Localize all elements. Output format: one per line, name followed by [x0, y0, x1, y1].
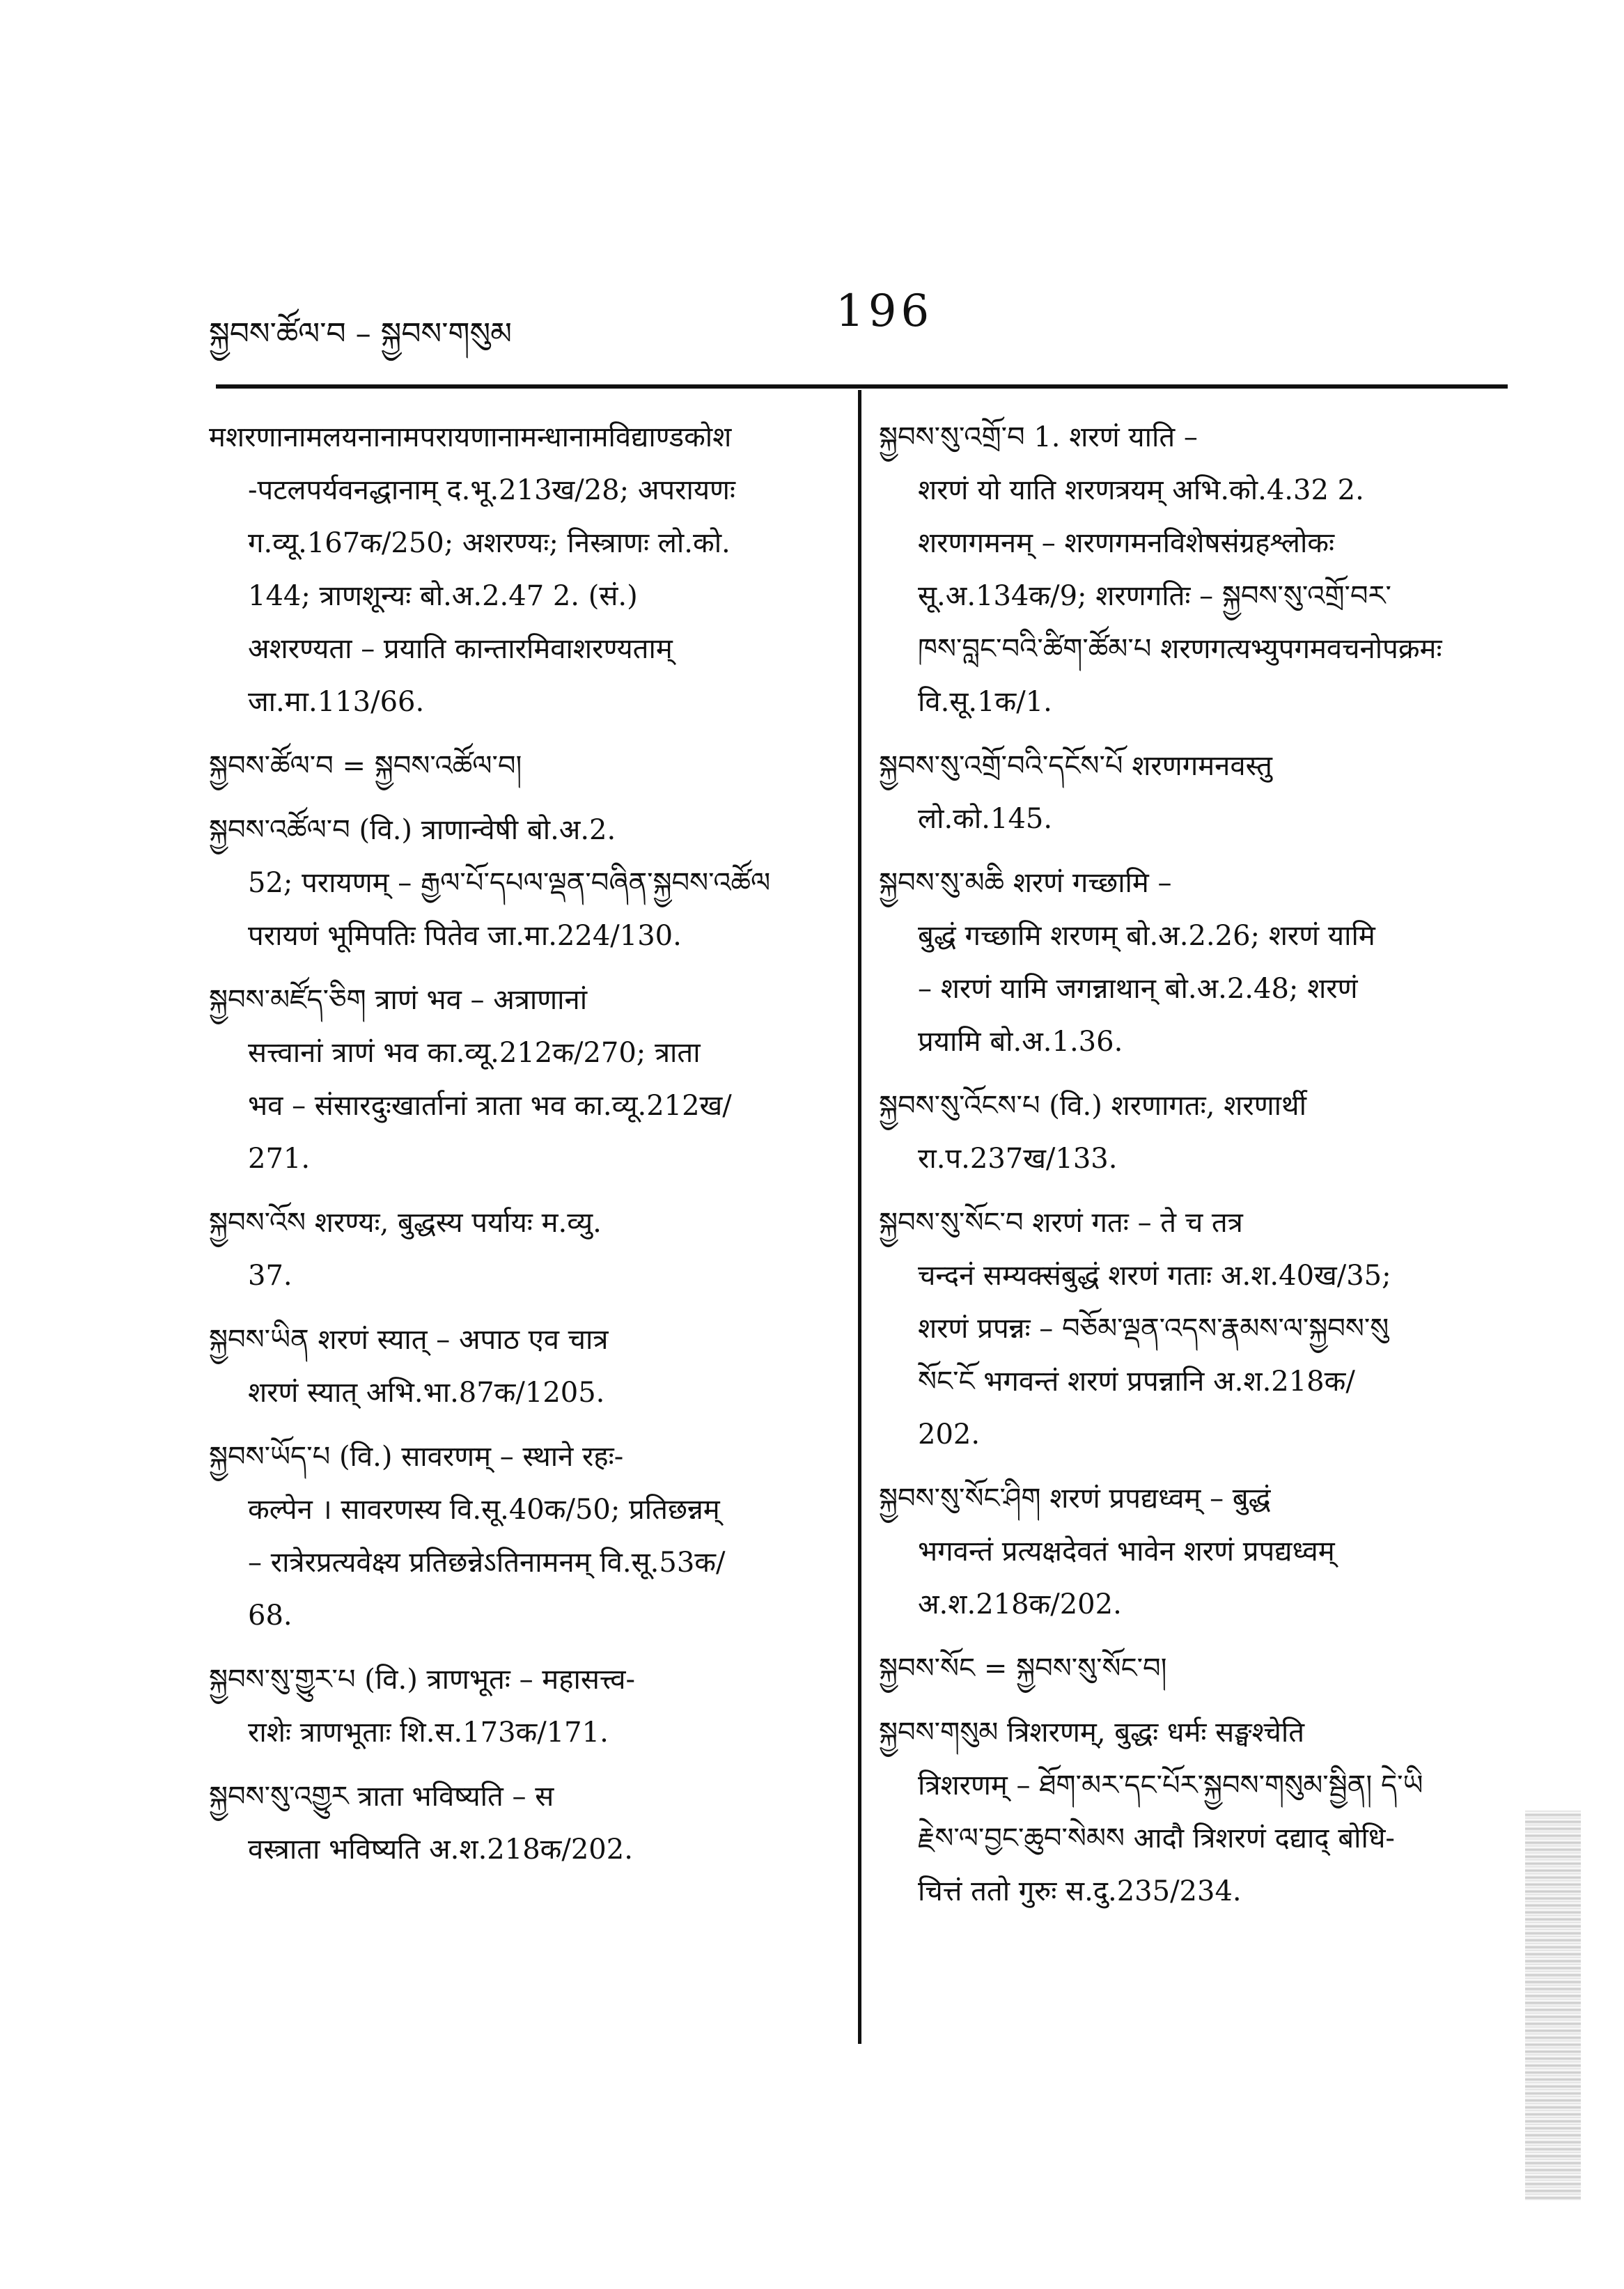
- entry-line: 144; त्राणशून्यः बो.अ.2.47 2. (सं.): [248, 580, 638, 612]
- dictionary-entry: [209, 1196, 836, 1302]
- page-header: [209, 286, 1504, 355]
- entry-line: 202.: [918, 1419, 981, 1451]
- dictionary-entry: [209, 974, 836, 1185]
- entry-line: त्रिशरणम् – ཐོག་མར་དང་པོར་སྐྱབས་གསུམ་སྦྱིན། དེ་ཡི: [918, 1770, 1423, 1802]
- entry-line: वस्त्राता भविष्यति अ.श.218क/202.: [248, 1834, 633, 1866]
- dictionary-entry: [209, 1313, 836, 1419]
- entry-headline: སྐྱབས་སུ་སོང་ཤིག शरणं प्रपद्यध्वम् – बुद्धं: [879, 1483, 1271, 1515]
- page-number: 196: [836, 286, 934, 337]
- entry-line: भगवन्तं प्रत्यक्षदेवतं भावेन शरणं प्रपद्यध्वम्: [918, 1536, 1335, 1568]
- entry-line: कल्पेन । सावरणस्य वि.सू.40क/50; प्रतिछन्नम्: [248, 1494, 720, 1526]
- entry-line: 271.: [248, 1143, 311, 1175]
- right-column: [879, 411, 1492, 1929]
- entry-line: शरणं स्यात् अभि.भा.87क/1205.: [248, 1377, 605, 1409]
- entry-line: राशेः त्राणभूताः शि.स.173क/171.: [248, 1717, 609, 1749]
- dictionary-entry: [209, 411, 836, 728]
- entry-headline: སྐྱབས་ཡོད་པ (वि.) सावरणम् – स्थाने रहः-: [209, 1441, 624, 1473]
- entry-line: 68.: [248, 1600, 292, 1632]
- entry-headline: སྐྱབས་སུ་སོང་བ शरणं गतः – ते च तत्र: [879, 1207, 1243, 1239]
- entry-line: རྗེས་ལ་བྱང་ཆུབ་སེམས आदौ त्रिशरणं दद्याद् बोधि-: [918, 1822, 1395, 1854]
- entry-headline: སྐྱབས་སུ་འགྲོ་བ 1. शरणं याति –: [879, 421, 1198, 453]
- entry-line: ཁས་བླང་བའི་ཚིག་ཚོམ་པ शरणगत्यभ्युपगमवचनोपक्रमः: [918, 633, 1442, 665]
- entry-headline: སྐྱབས་ཚོལ་བ = སྐྱབས་འཚོལ་བ།: [209, 750, 522, 782]
- entry-line: -पटलपर्यवनद्धानाम् द.भू.213ख/28; अपरायणः: [248, 474, 736, 506]
- entry-headline: སྐྱབས་འཚོལ་བ (वि.) त्राणान्वेषी बो.अ.2.: [209, 814, 616, 846]
- entry-line: – रात्रेरप्रत्यवेक्ष्य प्रतिछन्नेऽतिनामनम् वि.सू.53क/: [248, 1547, 726, 1579]
- dictionary-entry: [879, 411, 1492, 728]
- entry-line: सत्त्वानां त्राणं भव का.व्यू.212क/270; त्राता: [248, 1037, 701, 1069]
- entry-headline: སྐྱབས་སུ་འགྲོ་བའི་དངོས་པོ शरणगमनवस्तु: [879, 750, 1272, 782]
- dictionary-entry: [879, 1472, 1492, 1631]
- entry-line: अशरण्यता – प्रयाति कान्तारमिवाशरण्यताम्: [248, 633, 673, 665]
- entry-line: ग.व्यू.167क/250; अशरण्यः; निस्त्राणः लो.को.: [248, 527, 731, 559]
- dictionary-entry: [209, 1770, 836, 1876]
- entry-headline: मशरणानामलयनानामपरायणानामन्धानामविद्याण्डकोश: [209, 421, 732, 453]
- entry-headline: སྐྱབས་འོས शरण्यः, बुद्धस्य पर्यायः म.व्यु.: [209, 1207, 602, 1239]
- entry-line: लो.को.145.: [918, 803, 1053, 835]
- dictionary-entry: [209, 804, 836, 962]
- dictionary-entry: [209, 740, 836, 792]
- entry-line: चन्दनं सम्यक्संबुद्धं शरणं गताः अ.श.40ख/35;: [918, 1260, 1391, 1292]
- left-column: [209, 411, 836, 1887]
- entry-line: – शरणं यामि जगन्नाथान् बो.अ.2.48; शरणं: [918, 973, 1358, 1005]
- entry-line: भव – संसारदुःखार्तानां त्राता भव का.व्यू.212ख/: [248, 1090, 732, 1122]
- dictionary-entry: [879, 1196, 1492, 1461]
- dictionary-entry: [879, 1642, 1492, 1695]
- entry-headline: སྐྱབས་སུ་འགྱུར त्राता भविष्यति – स: [209, 1781, 554, 1813]
- entry-line: प्रयामि बो.अ.1.36.: [918, 1026, 1123, 1058]
- column-divider: [858, 390, 861, 2044]
- scan-edge-noise: [1525, 1811, 1581, 2201]
- entry-line: परायणं भूमिपतिः पितेव जा.मा.224/130.: [248, 920, 682, 952]
- dictionary-entry: [209, 1653, 836, 1759]
- entry-headline: སྐྱབས་སུ་འོངས་པ (वि.) शरणागतः, शरणार्थी: [879, 1090, 1306, 1122]
- entry-line: रा.प.237ख/133.: [918, 1143, 1118, 1175]
- header-rule: [216, 384, 1508, 389]
- entry-line: जा.मा.113/66.: [248, 686, 425, 718]
- entry-line: སོང་ངོ भगवन्तं शरणं प्रपन्नानि अ.श.218क/: [918, 1366, 1355, 1398]
- entry-line: वि.सू.1क/1.: [918, 686, 1052, 718]
- entry-headline: སྐྱབས་སུ་གྱུར་པ (वि.) त्राणभूतः – महासत्त्व-: [209, 1664, 636, 1696]
- entry-line: 52; परायणम् – རྒྱལ་པོ་དཔལ་ལྡན་བཞིན་སྐྱབས་འཚོལ: [248, 867, 771, 899]
- entry-line: शरणं प्रपन्नः – བཅོམ་ལྡན་འདས་རྣམས་ལ་སྐྱབས་སུ: [918, 1313, 1389, 1345]
- entry-headline: སྐྱབས་གསུམ त्रिशरणम्, बुद्धः धर्मः सङ्घश्चेति: [879, 1717, 1305, 1749]
- dictionary-entry: [879, 1706, 1492, 1918]
- entry-headline: སྐྱབས་སོང = སྐྱབས་སུ་སོང་བ།: [879, 1653, 1167, 1685]
- dictionary-entry: [879, 857, 1492, 1068]
- dictionary-entry: [879, 740, 1492, 845]
- entry-line: बुद्धं गच्छामि शरणम् बो.अ.2.26; शरणं यामि: [918, 920, 1375, 952]
- entry-headline: སྐྱབས་སུ་མཆི शरणं गच्छामि –: [879, 867, 1172, 899]
- dictionary-entry: [209, 1430, 836, 1642]
- entry-line: सू.अ.134क/9; शरणगतिः – སྐྱབས་སུ་འགྲོ་བར་: [918, 580, 1391, 612]
- entry-line: शरणगमनम् – शरणगमनविशेषसंग्रहश्लोकः: [918, 527, 1335, 559]
- dictionary-entry: [879, 1079, 1492, 1185]
- running-head: སྐྱབས་ཚོལ་བ – སྐྱབས་གསུམ: [209, 316, 513, 352]
- entry-line: 37.: [248, 1260, 292, 1292]
- entry-line: अ.श.218क/202.: [918, 1588, 1122, 1620]
- entry-line: शरणं यो याति शरणत्रयम् अभि.को.4.32 2.: [918, 474, 1364, 506]
- entry-headline: སྐྱབས་ཡིན शरणं स्यात् – अपाठ एव चात्र: [209, 1324, 609, 1356]
- entry-line: चित्तं ततो गुरुः स.दु.235/234.: [918, 1875, 1242, 1907]
- entry-headline: སྐྱབས་མཛོད་ཅིག त्राणं भव – अत्राणानां: [209, 984, 588, 1016]
